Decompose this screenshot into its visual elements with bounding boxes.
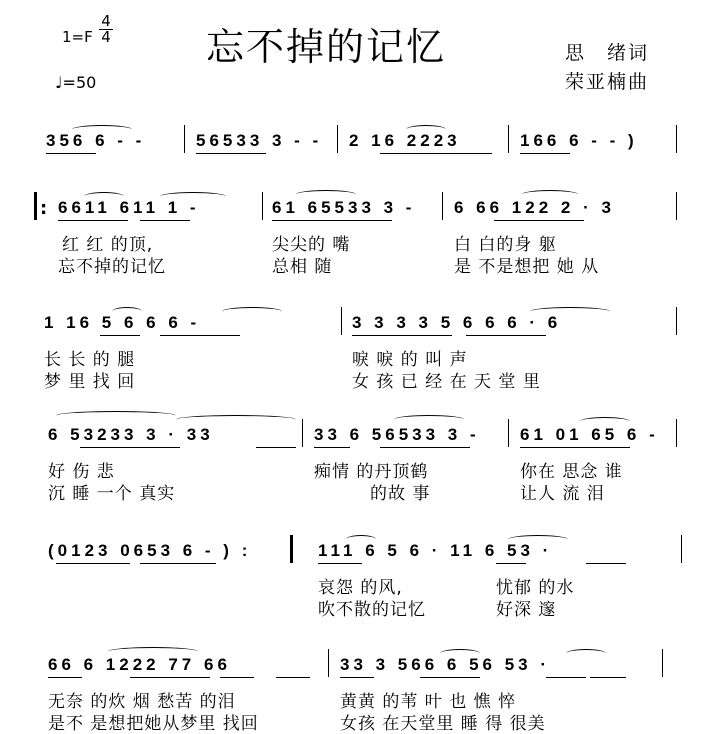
- measure: (0123 0653 6 - ) :: [48, 541, 252, 560]
- slur: [440, 649, 480, 658]
- beam: [80, 447, 180, 448]
- time-signature: [99, 14, 113, 45]
- score-row-2: [0, 313, 718, 392]
- beam: [352, 335, 452, 336]
- beam: [272, 220, 392, 221]
- measure: 6 53233 3 · 33: [48, 425, 214, 444]
- lyric-verse-1: 哀怨 的风,: [318, 578, 403, 598]
- measure: 356 6 - -: [46, 131, 146, 150]
- beam: [466, 335, 546, 336]
- lyric-verse-2: 是不 是想把她从梦里 找回: [48, 714, 259, 734]
- barline: [676, 125, 677, 153]
- beam: [58, 220, 128, 221]
- barline: [328, 649, 329, 677]
- slur: [222, 307, 282, 316]
- slur: [566, 649, 606, 658]
- barline: [662, 649, 663, 677]
- lyric-verse-1: 黄黄 的苇 叶 也 憔 悴: [340, 692, 517, 712]
- lyric-verse-1: 痴情 的丹顶鹤: [314, 462, 429, 482]
- lyric-verse-2: 让人 流 泪: [520, 484, 605, 504]
- beam: [160, 335, 240, 336]
- barline: [681, 535, 682, 563]
- lyric-verse-1: 好 伤 悲: [48, 462, 115, 482]
- beam: [220, 677, 254, 678]
- slur: [346, 535, 376, 544]
- barline: [184, 125, 185, 153]
- beam: [46, 153, 96, 154]
- quarter-note-icon: ♩: [55, 73, 63, 92]
- slur: [108, 647, 198, 656]
- measure: 61 65533 3 -: [272, 198, 416, 217]
- lyricist-credit: 思 绪词: [565, 42, 650, 64]
- beam: [318, 563, 362, 564]
- composer-credit: 荣亚楠曲: [565, 71, 650, 93]
- beam: [496, 563, 526, 564]
- measure: 166 6 - - ): [520, 131, 638, 150]
- slur: [112, 307, 142, 316]
- beam: [276, 677, 310, 678]
- lyric-verse-2: 好深 邃: [496, 600, 557, 620]
- barline: [302, 419, 303, 447]
- slur: [522, 190, 578, 199]
- lyric-verse-2: 吹不散的记忆: [318, 600, 426, 620]
- measure: 6611 611 1 -: [58, 198, 200, 217]
- tempo-marking: [55, 73, 96, 92]
- slur: [160, 192, 226, 201]
- lyric-verse-2: 的故 事: [370, 484, 431, 504]
- slur: [56, 411, 176, 420]
- beam: [140, 220, 190, 221]
- score-row-4: [0, 541, 718, 620]
- meter-bottom: 4: [101, 28, 111, 46]
- lyric-verse-2: 总相 随: [272, 257, 333, 277]
- barline: [341, 307, 342, 335]
- meter-top: 4: [101, 12, 111, 30]
- beam: [590, 677, 626, 678]
- beam: [420, 677, 480, 678]
- measure: 66 6 1222 77 66: [48, 655, 231, 674]
- key-signature: 1=F: [62, 28, 93, 46]
- beam: [48, 677, 82, 678]
- beam: [586, 563, 626, 564]
- score-row-intro: [0, 131, 718, 151]
- lyric-verse-1: 忧郁 的水: [496, 578, 575, 598]
- beam: [380, 153, 492, 154]
- measure: 3 3 3 3 5 6 6 6 · 6: [352, 313, 562, 332]
- barline: [676, 307, 677, 335]
- tempo-value: =50: [62, 73, 97, 92]
- measure: 2 16 2223: [349, 131, 461, 150]
- lyric-verse-2: 女孩 在天堂里 睡 得 很美: [340, 714, 546, 734]
- lyric-verse-1: 你在 思念 谁: [520, 462, 623, 482]
- beam: [380, 447, 470, 448]
- barline: [337, 125, 338, 153]
- barline: [508, 125, 509, 153]
- slur: [84, 192, 124, 201]
- beam: [520, 153, 570, 154]
- beam: [494, 220, 584, 221]
- lyric-verse-2: 梦 里 找 回: [44, 372, 136, 392]
- lyric-verse-1: 无奈 的炊 烟 愁苦 的泪: [48, 692, 236, 712]
- lyric-verse-1: 长 长 的 腿: [44, 350, 136, 370]
- slur: [508, 535, 568, 544]
- song-title: 忘不掉的记忆: [206, 25, 447, 69]
- slur: [530, 307, 610, 316]
- lyric-verse-2: 是 不是想把 她 从: [454, 257, 600, 277]
- slur: [580, 417, 630, 426]
- beam: [340, 677, 374, 678]
- beam: [546, 677, 586, 678]
- measure: 1 16 5 6 6 6 -: [44, 313, 201, 332]
- measure: 61 01 65 6 -: [520, 425, 659, 444]
- lyric-verse-2: 女 孩 已 经 在 天 堂 里: [352, 372, 541, 392]
- lyric-verse-1: 红 红 的顶,: [62, 235, 154, 255]
- measure: 111 6 5 6 · 11 6 53 ·: [318, 541, 553, 560]
- beam: [130, 677, 210, 678]
- score-row-1: [0, 198, 718, 277]
- score-row-3: [0, 425, 718, 504]
- barline: [262, 192, 263, 220]
- measure: 33 6 56533 3 -: [314, 425, 480, 444]
- repeat-end-barline: [290, 535, 293, 563]
- barline: [442, 192, 443, 220]
- slur: [296, 190, 356, 199]
- beam: [314, 447, 350, 448]
- lyric-verse-2: 沉 睡 一个 真实: [48, 484, 176, 504]
- lyric-verse-1: 白 白的身 躯: [454, 235, 557, 255]
- beam: [196, 153, 266, 154]
- barline: [676, 419, 677, 447]
- lyric-verse-1: 尖尖的 嘴: [272, 235, 351, 255]
- beam: [256, 447, 296, 448]
- measure: 6 66 122 2 · 3: [454, 198, 615, 217]
- score-row-5: [0, 655, 718, 734]
- measure: 33 3 566 6 56 53 ·: [340, 655, 551, 674]
- slur: [72, 125, 132, 134]
- repeat-dots: :: [40, 198, 48, 219]
- slur: [406, 125, 446, 134]
- beam: [100, 335, 140, 336]
- measure: 56533 3 - -: [196, 131, 323, 150]
- beam: [56, 563, 130, 564]
- barline: [676, 192, 677, 220]
- slur: [394, 415, 464, 424]
- barline: [508, 419, 509, 447]
- repeat-start-barline: [34, 192, 37, 220]
- lyric-verse-1: 唳 唳 的 叫 声: [352, 350, 468, 370]
- beam: [140, 563, 216, 564]
- beam: [520, 447, 630, 448]
- lyric-verse-2: 忘不掉的记忆: [58, 257, 166, 277]
- slur: [176, 415, 296, 424]
